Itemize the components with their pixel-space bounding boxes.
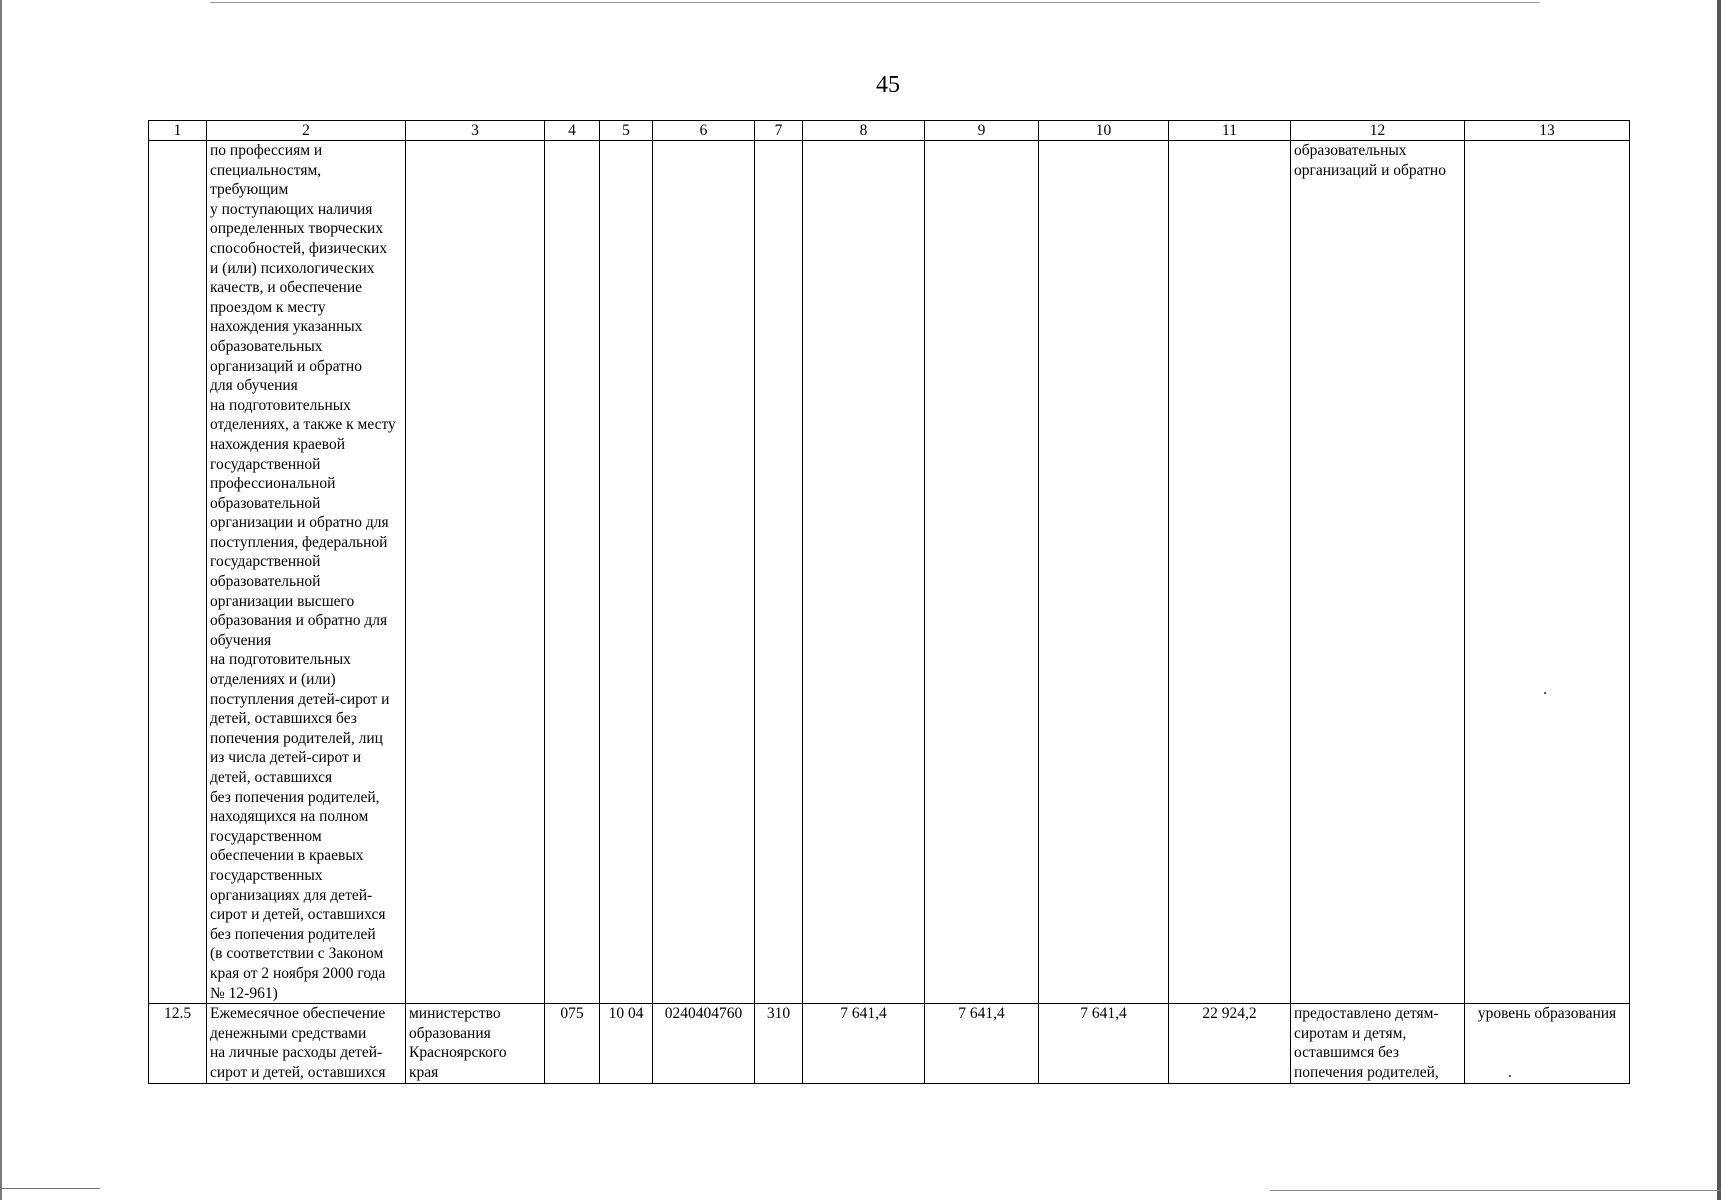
text-line: № 12-961): [210, 984, 278, 1002]
text-line: нахождения указанных: [210, 318, 363, 336]
text-line: на подготовительных: [210, 651, 351, 669]
cell-year3: 7 641,4: [1039, 1004, 1169, 1083]
column-header: 8: [803, 121, 925, 141]
cell-responsible: [406, 141, 545, 1004]
table-header-row: [149, 121, 1630, 141]
scan-edge-left: [0, 0, 2, 1200]
text-line: отделениях, а также к месту: [210, 416, 396, 434]
scan-artifact-top-line: [210, 2, 1540, 3]
text-line: специальностям,: [210, 161, 322, 179]
text-line: образовательной: [210, 573, 321, 591]
text-line: нахождения краевой: [210, 435, 346, 453]
text-line: без попечения родителей,: [210, 788, 380, 806]
cell-year3: [1039, 141, 1169, 1004]
cell-total: [1169, 141, 1291, 1004]
page-number: 45: [876, 72, 900, 98]
scan-artifact-bottom-line-right: [1270, 1190, 1721, 1191]
text-line: из числа детей-сирот и: [210, 749, 362, 767]
column-header: 10: [1039, 121, 1169, 141]
text-line: края: [409, 1063, 439, 1081]
text-line: денежными средствами: [210, 1024, 367, 1042]
column-header: 3: [406, 121, 545, 141]
text-line: по профессиям и: [210, 142, 323, 159]
text-line: образовательных: [210, 337, 323, 355]
text-line: обучения: [210, 631, 272, 649]
scan-edge-right: [1717, 0, 1721, 1200]
cell-description: [207, 141, 406, 1004]
budget-table: [148, 120, 1630, 1084]
text-line: проездом к месту: [210, 298, 326, 316]
text-line: организациях для детей-: [210, 886, 373, 904]
text-line: определенных творческих: [210, 220, 384, 238]
text-line: государственной: [210, 455, 321, 473]
text-line: на подготовительных: [210, 396, 351, 414]
column-header: 6: [653, 121, 755, 141]
text-line: на личные расходы детей-: [210, 1044, 383, 1062]
cell-grbs: 075: [545, 1004, 600, 1083]
text-line: организации высшего: [210, 592, 355, 610]
cell-num: [149, 141, 207, 1004]
text-line: находящихся на полном: [210, 808, 369, 826]
cell-vr: 310: [755, 1004, 803, 1083]
cell-expected-result: [1291, 1004, 1465, 1083]
cell-rzpr: 10 04: [600, 1004, 653, 1083]
text-line: государственных: [210, 866, 323, 884]
scan-artifact-bottom-line: [0, 1188, 100, 1189]
text-line: министерство: [409, 1005, 501, 1023]
text-line: способностей, физических: [210, 239, 388, 257]
text-line: у поступающих наличия: [210, 200, 373, 218]
text-line: сиротам и детям,: [1294, 1024, 1407, 1042]
column-header: 12: [1291, 121, 1465, 141]
text-line: сирот и детей, оставшихся: [210, 1063, 386, 1081]
column-header: 2: [207, 121, 406, 141]
text-line: обеспечении в краевых: [210, 847, 364, 865]
text-line: (в соответствии с Законом: [210, 945, 384, 963]
cell-responsible: [406, 1004, 545, 1083]
text-line: государственном: [210, 827, 322, 845]
text-line: организации и обратно для: [210, 514, 389, 532]
text-line: качеств, и обеспечение: [210, 279, 363, 297]
cell-csr: 0240404760: [653, 1004, 755, 1083]
text-line: требующим: [210, 181, 289, 199]
text-line: предоставлено детям-: [1294, 1005, 1439, 1023]
text-line: отделениях и (или): [210, 671, 336, 689]
column-header: 5: [600, 121, 653, 141]
text-line: поступления, федеральной: [210, 533, 388, 551]
cell-grbs: [545, 141, 600, 1004]
text-line: попечения родителей, лиц: [210, 729, 383, 747]
cell-indicator: уровень образования: [1465, 1004, 1630, 1083]
text-line: Красноярского: [409, 1044, 507, 1062]
cell-expected-result: [1291, 141, 1465, 1004]
cell-vr: [755, 141, 803, 1004]
column-header: 9: [925, 121, 1039, 141]
text-line: края от 2 ноября 2000 года: [210, 964, 386, 982]
column-header: 1: [149, 121, 207, 141]
text-line: образования и обратно для: [210, 612, 388, 630]
cell-rzpr: [600, 141, 653, 1004]
table-row-12-5: [149, 1004, 1630, 1083]
text-line: образовательной: [210, 494, 321, 512]
text-line: и (или) психологических: [210, 259, 375, 277]
cell-year2: [925, 141, 1039, 1004]
column-header: 11: [1169, 121, 1291, 141]
cell-total: 22 924,2: [1169, 1004, 1291, 1083]
text-line: попечения родителей,: [1294, 1063, 1439, 1081]
text-line: поступления детей-сирот и: [210, 690, 390, 708]
text-line: государственной: [210, 553, 321, 571]
column-header: 7: [755, 121, 803, 141]
text-line: оставшимся без: [1294, 1044, 1399, 1062]
text-line: организаций и обратно: [210, 357, 362, 375]
cell-year2: 7 641,4: [925, 1004, 1039, 1083]
text-line: детей, оставшихся: [210, 769, 333, 786]
table-row-continuation: [149, 141, 1630, 1004]
text-line: сирот и детей, оставшихся: [210, 906, 386, 924]
cell-csr: [653, 141, 755, 1004]
cell-year1: [803, 141, 925, 1004]
text-line: Ежемесячное обеспечение: [210, 1005, 386, 1023]
column-header: 13: [1465, 121, 1630, 141]
cell-indicator: [1465, 141, 1630, 1004]
cell-description: [207, 1004, 406, 1083]
text-line: без попечения родителей: [210, 925, 376, 943]
text-line: образовательных: [1294, 142, 1407, 159]
cell-num: 12.5: [149, 1004, 207, 1083]
scan-speck: [1544, 692, 1546, 694]
text-line: профессиональной: [210, 475, 336, 493]
scan-speck: [1509, 1075, 1511, 1077]
text-line: организаций и обратно: [1294, 161, 1446, 179]
cell-year1: 7 641,4: [803, 1004, 925, 1083]
text-line: детей, оставшихся без: [210, 710, 357, 728]
column-header: 4: [545, 121, 600, 141]
text-line: образования: [409, 1024, 491, 1042]
text-line: для обучения: [210, 377, 298, 395]
